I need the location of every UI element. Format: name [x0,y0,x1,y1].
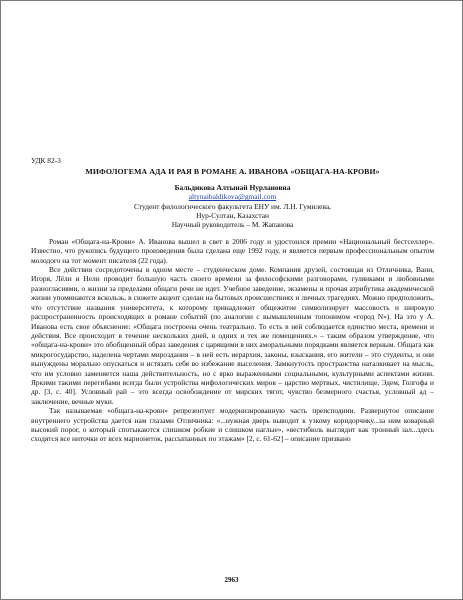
author-block [31,183,434,230]
author-name: Бальдикова Алтынай Нурлановна [174,182,291,192]
author-email-link[interactable]: altynaibaldikova@gmail.com [188,192,277,202]
author-supervisor: Научный руководитель – М. Жапанова [171,220,294,230]
paragraph: Так называемая «общага-на-крови» репрезентует модернизированную часть преисподнии. Развернутое описание внутреннего устройства дается нам глазами Отличника: «...нужная дверь выводит к узкому коридорчику...за ним коварный высокий порог, о который спотыкаются слишком робкие и слишком наглые», «вестибюль выглядит как тронный зал...здесь сходятся все ниточки от всех марионеток, рассыпанных по этажам» [2, с. 61-62] – описание призвано [31,406,434,444]
article-title: МИФОЛОГЕМА АДА И РАЯ В РОМАНЕ А. ИВАНОВА «ОБЩАГА-НА-КРОВИ» [85,167,380,177]
author-city: Нур-Султан, Казахстан [196,211,269,221]
article-body [31,156,434,444]
author-affiliation: Студент филологического факультета ЕНУ им. Л.Н. Гумилева, [134,201,331,211]
udk-code: УДК 82-3 [31,156,61,165]
paragraph: Роман «Общага-на-Крови» А. Иванова вышел в свет в 2006 году и удостоился премии «Национальный бестселлер». Известно, что рукопись будущего произведения была сделана еще 1992 году, и является первым профессиональным опытом молодого на тот момент писателя (22 года). [31,236,434,265]
paragraph: Все действия сосредоточены в одном месте – студенческом доме. Компания друзей, состоящая из Отличника, Вани, Игоря, Лёли и Нели проводит большую часть своего времени за философскими разговорами, гулянками и любовными разногласиями, о жизни за пределами общаги речи не идет. Учебное заведение, экзамены и прочая атрибутика академической жизни упоминаются вскользь, в сюжете акцент сделан на бытовых происшествиях и личных трагедиях. Можно предположить, что отсутствие названия университета, к которому принадлежит общежитие символизирует массовость и широкую распространенность происходящих в романе событий (по аналогии с вымышленным топонимом «город N»). На это у А. Иванова есть свое объяснение: «Общага построена очень театрально. То есть в ней соблюдается единство места, времени и действия. Все происходит в течение нескольких дней, в одних и тех же помещениях.» – таким образом утверждение, что «общага-на-крови» это обобщенный образ заведения с царящими в них аморальными порядками является верным. Общага как микрогосударство, наделена чертами мироздания – в ней есть иерархия, законы, взыскания, его жители – это студенты, и они вынуждены морально опускаться и истязать себя во избежание выселения. Замкнутость пространства наталкивает на мысль, что им условно заменяется наша действительность, но с ярко выраженными социальными, культурными аспектами жизни. Яркими такими перегибами всегда были устройства мифологических миров – царство мертвых, чистилище, Эдем, Голгофа и др. [3, с. 40]. Условный рай – это всегда освобождение от мирских тягот, чувство безмерного счастья, условный ад – заключение, вечные муки. [31,265,434,406]
page-number: 2963 [224,576,239,584]
